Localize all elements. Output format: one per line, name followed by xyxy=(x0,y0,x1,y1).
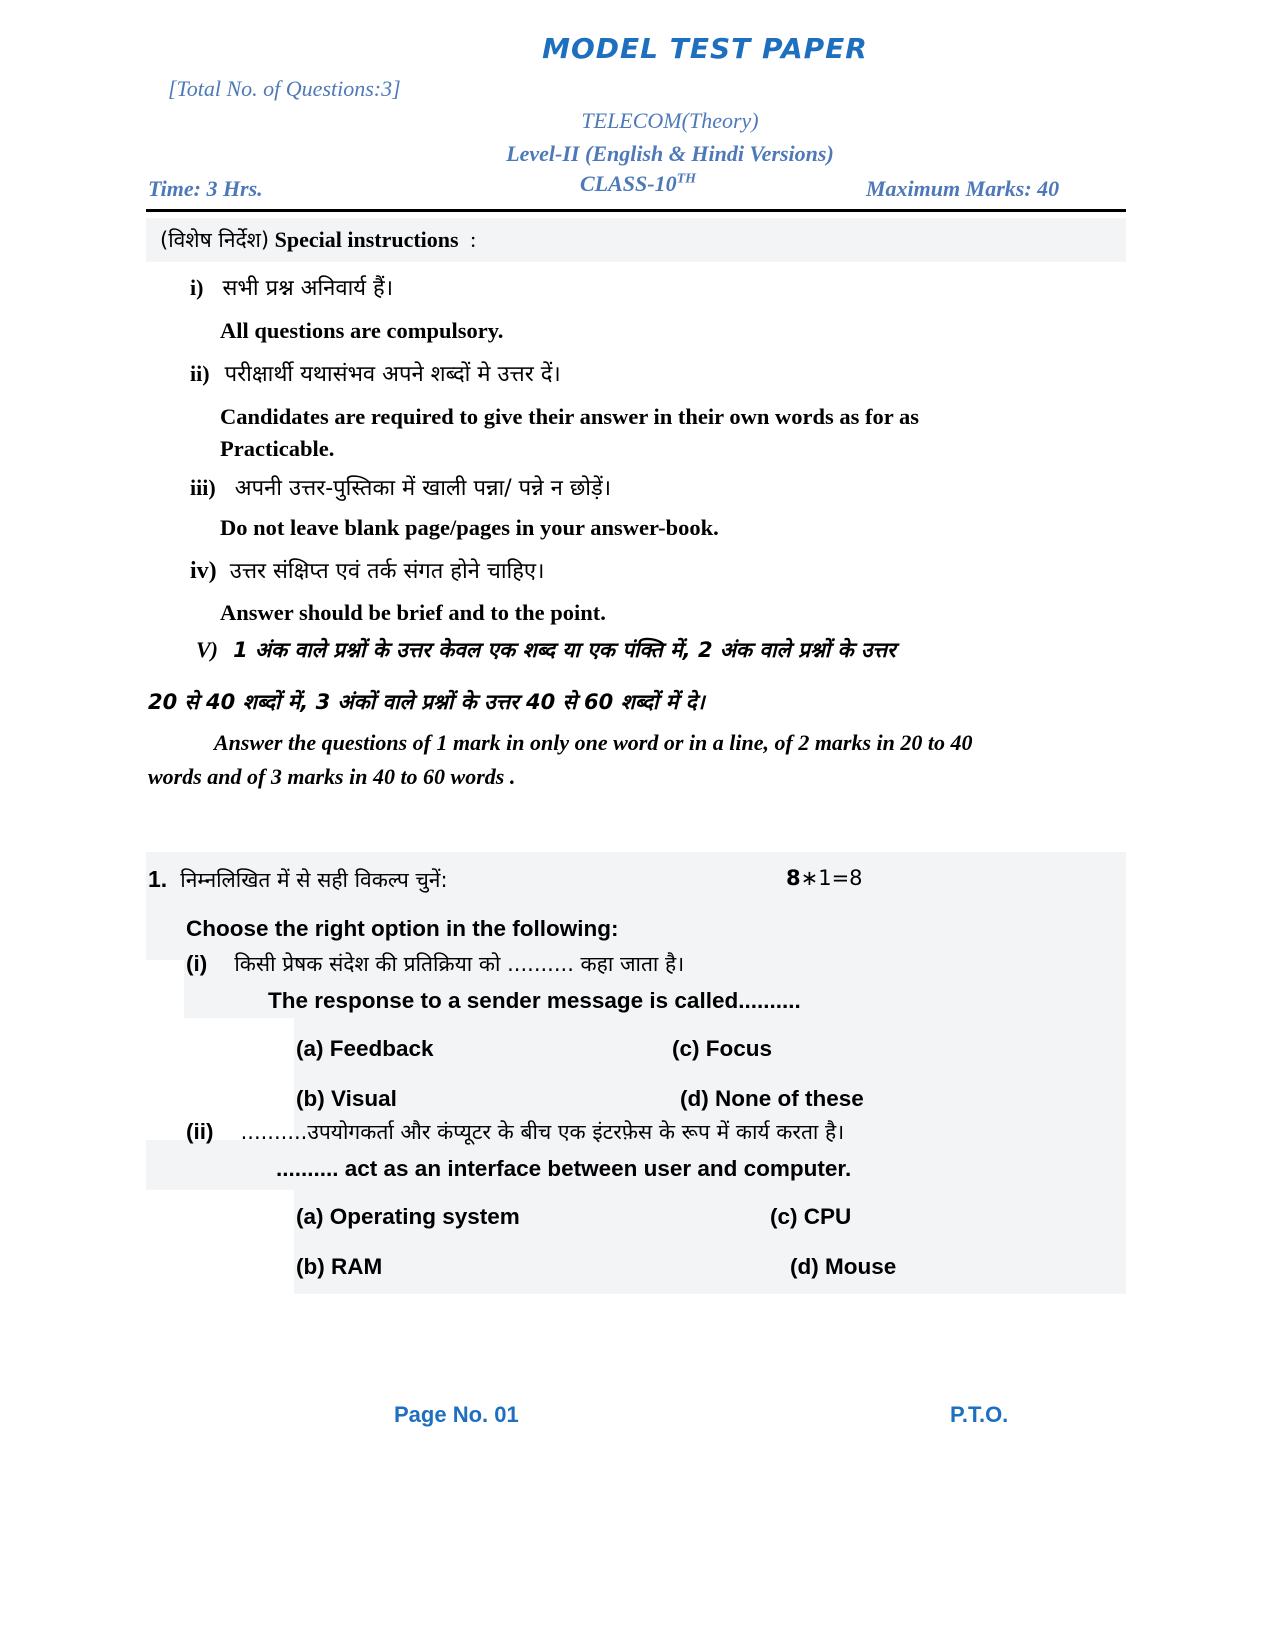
part-ii-option-c: (c) CPU xyxy=(770,1204,852,1229)
instruction-3-en: Do not leave blank page/pages in your answer-book. xyxy=(220,515,719,540)
part-ii-hindi: ..........उपयोगकर्ता और कंप्यूटर के बीच एक इंटरफ़ेस के रूप में कार्य करता है। xyxy=(240,1120,845,1144)
instruction-1-hindi-line xyxy=(190,272,393,302)
question-1-heading xyxy=(148,866,448,894)
instruction-2-num: ii) xyxy=(190,361,210,386)
class-sup: TH xyxy=(676,171,697,187)
part-i-option-a: (a) Feedback xyxy=(296,1036,434,1061)
part-ii-num: (ii) xyxy=(186,1119,214,1144)
part-i-option-c: (c) Focus xyxy=(672,1036,773,1061)
part-i-option-b: (b) Visual xyxy=(296,1086,397,1111)
instruction-2-en: Candidates are required to give their answer in their own words as for as xyxy=(220,404,919,429)
pto-label: P.T.O. xyxy=(950,1402,1009,1427)
header-rule xyxy=(146,209,1126,212)
question-1-marks-bold: 8 xyxy=(786,866,801,890)
page-number: Page No. 01 xyxy=(394,1402,519,1427)
question-1-bg-gap-c xyxy=(146,1190,294,1294)
subject: TELECOM(Theory) xyxy=(581,108,759,133)
instruction-2-en-cont: Practicable. xyxy=(220,436,335,461)
part-i-option-d: (d) None of these xyxy=(680,1086,864,1111)
instruction-5-hindi-2: 20 से 40 शब्दों में, 3 अंकों वाले प्रश्नों के उत्तर 40 से 60 शब्दों में दे। xyxy=(148,690,705,714)
instruction-2-hindi-line xyxy=(190,358,561,388)
instruction-1-en: All questions are compulsory. xyxy=(220,318,504,343)
instruction-4-hindi-line xyxy=(190,555,544,585)
instruction-4-hindi: उत्तर संक्षिप्त एवं तर्क संगत होने चाहिए। xyxy=(229,559,545,584)
instruction-4-num: iv) xyxy=(190,558,217,584)
instruction-5-en-2: words and of 3 marks in 40 to 60 words . xyxy=(148,764,516,789)
instructions-heading-en: Special instructions xyxy=(274,227,459,252)
class-label xyxy=(580,171,696,197)
question-1-bg-gap-a xyxy=(146,960,184,1018)
instruction-5-num: V) xyxy=(196,637,218,662)
paper-title: MODEL TEST PAPER xyxy=(542,32,868,65)
part-i-num: (i) xyxy=(186,951,208,976)
part-i-en: The response to a sender message is called.......... xyxy=(268,988,801,1013)
instruction-3-hindi: अपनी उत्तर-पुस्तिका में खाली पन्ना/ पन्ने न छोड़ें। xyxy=(234,476,612,501)
time-allowed: Time: 3 Hrs. xyxy=(148,176,263,201)
part-ii-option-b: (b) RAM xyxy=(296,1254,383,1279)
class-text: CLASS-10 xyxy=(580,171,677,196)
instructions-heading-hindi: (विशेष निर्देश) xyxy=(160,228,270,252)
part-ii-option-d: (d) Mouse xyxy=(790,1254,897,1279)
question-1-marks xyxy=(786,866,863,890)
instruction-1-hindi: सभी प्रश्न अनिवार्य हैं। xyxy=(222,276,394,301)
question-1-marks-rest: ∗1=8 xyxy=(800,866,863,890)
part-i-hindi: किसी प्रेषक संदेश की प्रतिक्रिया को .......... कहा जाता है। xyxy=(234,952,685,976)
part-ii-hindi-line xyxy=(186,1118,844,1146)
question-1-hindi: निम्नलिखित में से सही विकल्प चुनें: xyxy=(180,868,448,892)
level: Level-II (English & Hindi Versions) xyxy=(506,141,834,166)
part-ii-en: .......... act as an interface between user and computer. xyxy=(276,1156,852,1181)
part-i-hindi-line xyxy=(186,950,684,978)
part-ii-option-a: (a) Operating system xyxy=(296,1204,520,1229)
instruction-4-en: Answer should be brief and to the point. xyxy=(220,600,606,625)
instruction-5-en-1: Answer the questions of 1 mark in only one word or in a line, of 2 marks in 20 to 40 xyxy=(214,730,973,755)
instructions-heading-colon: : xyxy=(470,227,477,252)
instruction-1-num: i) xyxy=(190,275,204,300)
instructions-heading xyxy=(160,226,476,254)
max-marks: Maximum Marks: 40 xyxy=(866,176,1060,201)
total-questions: [Total No. of Questions:3] xyxy=(168,76,401,101)
question-1-en: Choose the right option in the following: xyxy=(186,916,619,941)
question-1-num: 1. xyxy=(148,866,168,892)
instruction-3-num: iii) xyxy=(190,475,216,500)
instruction-3-hindi-line xyxy=(190,472,611,502)
instruction-2-hindi: परीक्षार्थी यथासंभव अपने शब्दों मे उत्तर दें। xyxy=(224,362,561,387)
instruction-5-hindi-1: 1 अंक वाले प्रश्नों के उत्तर केवल एक शब्द या एक पंक्ति में, 2 अंक वाले प्रश्नों के उत्तर xyxy=(233,638,896,662)
instruction-5-hindi-line-1 xyxy=(196,636,896,664)
